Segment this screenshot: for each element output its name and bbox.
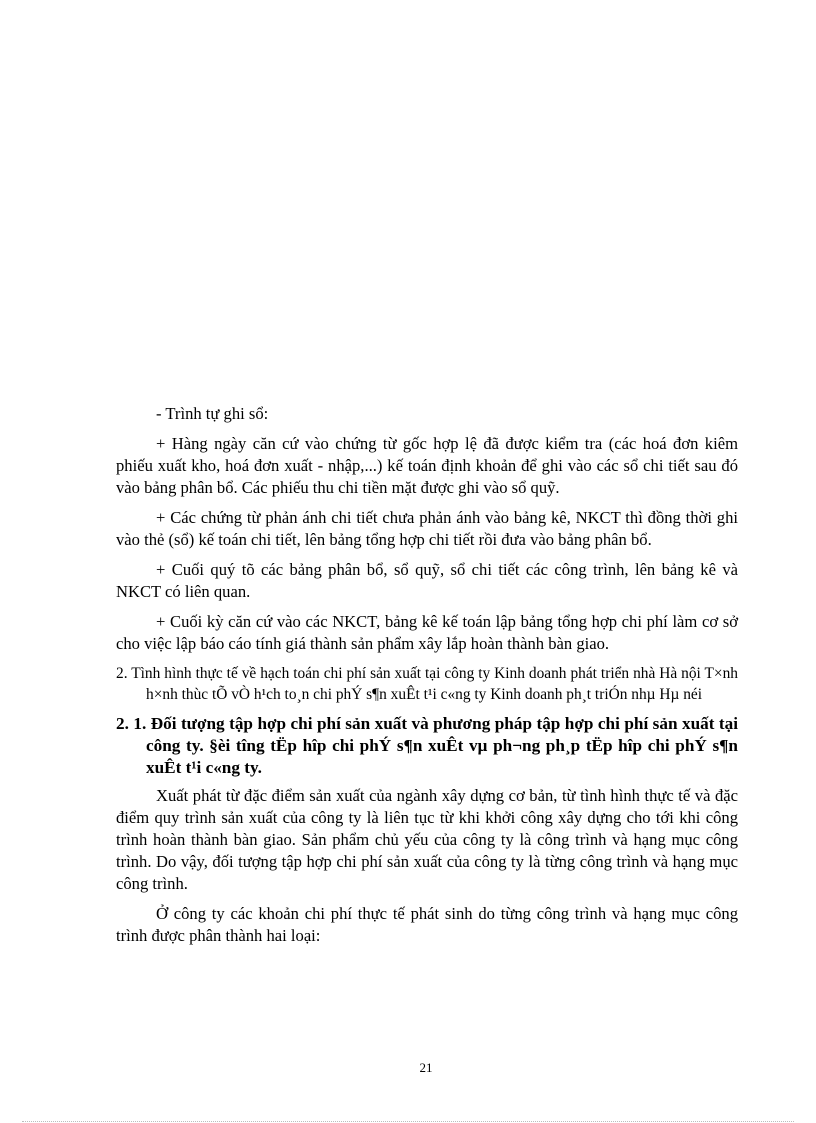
paragraph-cost-categories: Ở công ty các khoản chi phí thực tế phát sinh do từng công trình và hạng mục công trình được phân thành hai loại: (116, 904, 738, 945)
document-body (116, 403, 738, 955)
paragraph-period-end: + Cuối kỳ căn cứ vào các NKCT, bảng kê kế toán lập bảng tổng hợp chi phí làm cơ sở cho việc lập báo cáo tính giá thành sản phẩm xây lắp hoàn thành bàn giao. (116, 612, 738, 653)
page-number: 21 (419, 1060, 433, 1075)
paragraph-production-features: Xuất phát từ đặc điểm sản xuất của ngành xây dựng cơ bản, từ tình hình thực tế và đặc điểm quy trình sản xuất của công ty là liên tục từ khi khởi công xây dựng cho tới khi công trình hoàn thành bàn giao. Sản phẩm chủ yếu của công ty là công trình và hạng mục công trình. Do vậy, đối tượng tập hợp chi phí sản xuất của công ty là từng công trình và hạng mục công trình. (116, 786, 738, 893)
section-heading-2: 2. Tình hình thực tế về hạch toán chi phí sản xuất tại công ty Kinh doanh phát triển nhà Hà nội T×nh h×nh thùc tÕ vÒ h¹ch to¸n chi phÝ s¶n xuÊt t¹i c«ng ty Kinh doanh ph¸t triÓn nhµ Hµ néi (116, 665, 738, 703)
paragraph-sequence-title: - Trình tự ghi sổ: (156, 404, 269, 423)
paragraph-daily-entries: + Hàng ngày căn cứ vào chứng từ gốc hợp lệ đã được kiểm tra (các hoá đơn kiêm phiếu xuất kho, hoá đơn xuất - nhập,...) kế toán định khoản để ghi vào các sổ chi tiết sau đó vào bảng phân bổ. Các phiếu thu chi tiền mặt được ghi vào sổ quỹ. (116, 434, 738, 497)
paragraph-detail-vouchers: + Các chứng từ phản ánh chi tiết chưa phản ánh vào bảng kê, NKCT thì đồng thời ghi vào thẻ (sổ) kế toán chi tiết, lên bảng tổng hợp chi tiết rồi đưa vào bảng phân bổ. (116, 508, 738, 549)
section-heading-2-1: 2. 1. Đối tượng tập hợp chi phí sản xuất và phương pháp tập hợp chi phí sản xuất tại công ty. §èi tîng tËp hîp chi phÝ s¶n xuÊt vµ ph¬ng ph¸p tËp hîp chi phÝ s¶n xuÊt t¹i c«ng ty. (116, 714, 738, 777)
paragraph-quarter-end: + Cuối quý tõ các bảng phân bổ, sổ quỹ, sổ chi tiết các công trình, lên bảng kê và NKCT có liên quan. (116, 560, 738, 601)
page-bottom-divider (22, 1121, 794, 1122)
